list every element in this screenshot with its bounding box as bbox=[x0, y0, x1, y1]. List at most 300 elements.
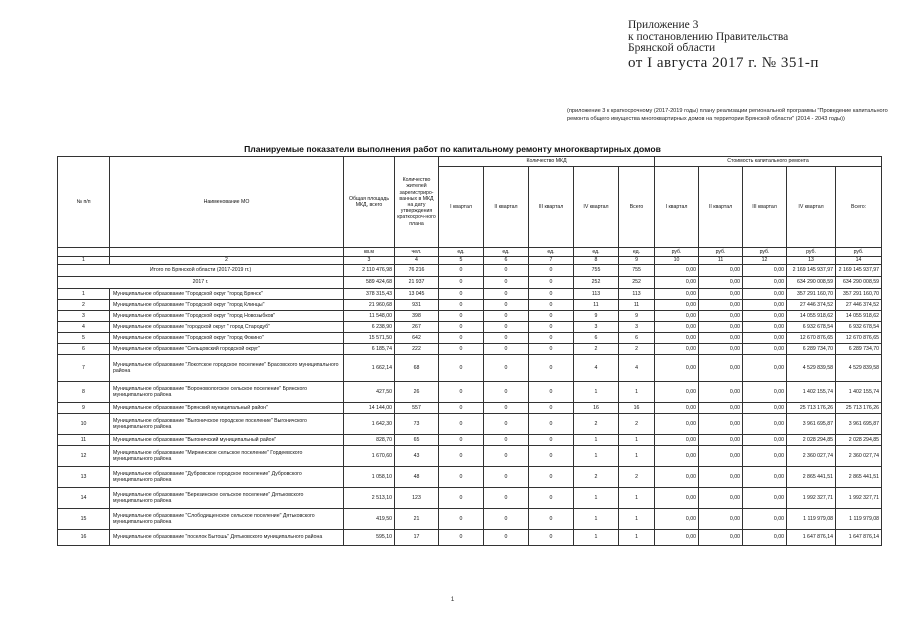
row-q1: 0 bbox=[439, 530, 484, 546]
row-q2: 0 bbox=[484, 382, 529, 403]
row-res: 48 bbox=[395, 467, 439, 488]
row-area: 2 513,10 bbox=[344, 488, 395, 509]
colnum-cell: 2 bbox=[110, 257, 344, 265]
summary-c4: 2 169 145 937,97 bbox=[787, 265, 836, 277]
table-row bbox=[58, 414, 882, 435]
row-q3: 0 bbox=[529, 446, 574, 467]
row-q1: 0 bbox=[439, 322, 484, 333]
unit-cell: руб. bbox=[743, 248, 787, 257]
row-res: 73 bbox=[395, 414, 439, 435]
row-q1: 0 bbox=[439, 446, 484, 467]
summary-res: 21 937 bbox=[395, 277, 439, 289]
header-cost-q2: II квартал bbox=[699, 167, 743, 248]
row-q3: 0 bbox=[529, 333, 574, 344]
row-q2: 0 bbox=[484, 446, 529, 467]
row-q4: 1 bbox=[574, 446, 619, 467]
row-number: 9 bbox=[58, 403, 110, 414]
header-num: № п/п bbox=[58, 157, 110, 248]
colnum-cell: 12 bbox=[743, 257, 787, 265]
row-area: 828,70 bbox=[344, 435, 395, 446]
row-q3: 0 bbox=[529, 300, 574, 311]
row-q2: 0 bbox=[484, 509, 529, 530]
row-q3: 0 bbox=[529, 289, 574, 300]
table-row bbox=[58, 435, 882, 446]
row-c2: 0,00 bbox=[699, 435, 743, 446]
row-q3: 0 bbox=[529, 435, 574, 446]
row-area: 6 238,90 bbox=[344, 322, 395, 333]
row-q3: 0 bbox=[529, 311, 574, 322]
row-c2: 0,00 bbox=[699, 289, 743, 300]
row-q1: 0 bbox=[439, 488, 484, 509]
row-q1: 0 bbox=[439, 311, 484, 322]
table-row bbox=[58, 311, 882, 322]
row-number: 11 bbox=[58, 435, 110, 446]
table-row bbox=[58, 333, 882, 344]
row-area: 378 315,43 bbox=[344, 289, 395, 300]
row-c4: 2 360 027,74 bbox=[787, 446, 836, 467]
row-number: 2 bbox=[58, 300, 110, 311]
row-c1: 0,00 bbox=[655, 488, 699, 509]
row-res: 68 bbox=[395, 355, 439, 382]
row-ctotal: 6 932 678,54 bbox=[836, 322, 882, 333]
unit-cell: руб. bbox=[655, 248, 699, 257]
row-c1: 0,00 bbox=[655, 467, 699, 488]
row-c2: 0,00 bbox=[699, 311, 743, 322]
row-number: 12 bbox=[58, 446, 110, 467]
row-c3: 0,00 bbox=[743, 322, 787, 333]
summary-c1: 0,00 bbox=[655, 277, 699, 289]
row-c3: 0,00 bbox=[743, 530, 787, 546]
row-q4: 4 bbox=[574, 355, 619, 382]
header-mkd-group: Количество МКД bbox=[439, 157, 655, 167]
unit-cell: руб. bbox=[836, 248, 882, 257]
row-ctotal: 1 647 876,14 bbox=[836, 530, 882, 546]
colnum-cell: 10 bbox=[655, 257, 699, 265]
row-q3: 0 bbox=[529, 530, 574, 546]
unit-cell: руб. bbox=[787, 248, 836, 257]
row-c3: 0,00 bbox=[743, 333, 787, 344]
row-area: 1 642,30 bbox=[344, 414, 395, 435]
summary-total: 755 bbox=[619, 265, 655, 277]
summary-c3: 0,00 bbox=[743, 265, 787, 277]
row-q3: 0 bbox=[529, 322, 574, 333]
table-row bbox=[58, 322, 882, 333]
colnum-cell: 9 bbox=[619, 257, 655, 265]
row-q2: 0 bbox=[484, 488, 529, 509]
row-q4: 2 bbox=[574, 414, 619, 435]
header-line-3: Брянской области bbox=[628, 42, 716, 54]
table-row bbox=[58, 467, 882, 488]
municipality-name: Муниципальное образование "Выгоничский муниципальный район" bbox=[110, 435, 344, 446]
row-c3: 0,00 bbox=[743, 467, 787, 488]
row-q2: 0 bbox=[484, 300, 529, 311]
row-c2: 0,00 bbox=[699, 446, 743, 467]
row-c4: 25 713 176,26 bbox=[787, 403, 836, 414]
row-c3: 0,00 bbox=[743, 509, 787, 530]
row-total: 1 bbox=[619, 530, 655, 546]
row-c4: 12 670 876,65 bbox=[787, 333, 836, 344]
row-res: 65 bbox=[395, 435, 439, 446]
row-area: 419,50 bbox=[344, 509, 395, 530]
header-mkd-q1: I квартал bbox=[439, 167, 484, 248]
municipality-name: Муниципальное образование "Слободищенское сельское поселение" Дятьковского муниципального района bbox=[110, 509, 344, 530]
header-cost-q4: IV квартал bbox=[787, 167, 836, 248]
municipality-name: Муниципальное образование "Березинское сельское поселение" Дятьковского муниципального района bbox=[110, 488, 344, 509]
row-number: 6 bbox=[58, 344, 110, 355]
row-ctotal: 14 055 918,62 bbox=[836, 311, 882, 322]
row-total: 11 bbox=[619, 300, 655, 311]
row-c1: 0,00 bbox=[655, 509, 699, 530]
municipality-name: Муниципальное образование "городской округ " город Стародуб" bbox=[110, 322, 344, 333]
summary-q4: 755 bbox=[574, 265, 619, 277]
row-q2: 0 bbox=[484, 403, 529, 414]
row-q4: 1 bbox=[574, 382, 619, 403]
row-c2: 0,00 bbox=[699, 344, 743, 355]
header-mkd-q3: III квартал bbox=[529, 167, 574, 248]
table-row bbox=[58, 289, 882, 300]
summary-q2: 0 bbox=[484, 265, 529, 277]
header-cost-q1: I квартал bbox=[655, 167, 699, 248]
row-area: 15 571,50 bbox=[344, 333, 395, 344]
row-res: 17 bbox=[395, 530, 439, 546]
summary-q1: 0 bbox=[439, 277, 484, 289]
row-c3: 0,00 bbox=[743, 289, 787, 300]
table-row bbox=[58, 355, 882, 382]
row-res: 13 045 bbox=[395, 289, 439, 300]
row-c3: 0,00 bbox=[743, 344, 787, 355]
row-area: 427,50 bbox=[344, 382, 395, 403]
row-c2: 0,00 bbox=[699, 300, 743, 311]
row-c4: 1 119 979,08 bbox=[787, 509, 836, 530]
row-q1: 0 bbox=[439, 344, 484, 355]
row-q2: 0 bbox=[484, 467, 529, 488]
header-mkd-q2: II квартал bbox=[484, 167, 529, 248]
row-c4: 6 289 734,70 bbox=[787, 344, 836, 355]
colnum-cell: 14 bbox=[836, 257, 882, 265]
row-total: 1 bbox=[619, 488, 655, 509]
table-title: Планируемые показатели выполнения работ по капитальному ремонту многоквартирных домов bbox=[244, 144, 661, 154]
row-q3: 0 bbox=[529, 467, 574, 488]
row-number: 15 bbox=[58, 509, 110, 530]
row-q3: 0 bbox=[529, 488, 574, 509]
unit-cell: кв.м bbox=[344, 248, 395, 257]
row-q1: 0 bbox=[439, 467, 484, 488]
header-mkd-total: Всего bbox=[619, 167, 655, 248]
summary-row bbox=[58, 265, 882, 277]
row-c3: 0,00 bbox=[743, 355, 787, 382]
table-row bbox=[58, 300, 882, 311]
table-row bbox=[58, 382, 882, 403]
row-q3: 0 bbox=[529, 344, 574, 355]
row-q4: 3 bbox=[574, 322, 619, 333]
row-total: 4 bbox=[619, 355, 655, 382]
row-total: 16 bbox=[619, 403, 655, 414]
row-c2: 0,00 bbox=[699, 509, 743, 530]
row-c2: 0,00 bbox=[699, 355, 743, 382]
row-area: 11 548,00 bbox=[344, 311, 395, 322]
row-c1: 0,00 bbox=[655, 530, 699, 546]
annex-note: (приложение 3 к краткосрочному (2017-2019 годы) плану реализации региональной программы "Проведение капитального ремонта общего имущества многоквартирных домов на территории Брянской области" (2014 - 2043 годы)) bbox=[567, 108, 888, 122]
colnum-cell: 3 bbox=[344, 257, 395, 265]
row-total: 1 bbox=[619, 382, 655, 403]
summary-c4: 634 290 008,59 bbox=[787, 277, 836, 289]
header-name: Наименование МО bbox=[110, 157, 344, 248]
colnum-cell: 4 bbox=[395, 257, 439, 265]
row-total: 2 bbox=[619, 344, 655, 355]
row-c4: 1 992 327,71 bbox=[787, 488, 836, 509]
header-cost-total: Всего: bbox=[836, 167, 882, 248]
row-c3: 0,00 bbox=[743, 300, 787, 311]
municipality-name: Муниципальное образование "Локотское городское поселение" Брасовского муниципального района bbox=[110, 355, 344, 382]
row-total: 1 bbox=[619, 509, 655, 530]
header-residents: Количество жителей зарегистриро-ванных в МКД на дату утверждения краткосроч-ного плана bbox=[395, 157, 439, 248]
row-ctotal: 2 865 441,51 bbox=[836, 467, 882, 488]
row-total: 3 bbox=[619, 322, 655, 333]
row-area: 14 144,00 bbox=[344, 403, 395, 414]
row-q1: 0 bbox=[439, 435, 484, 446]
row-ctotal: 25 713 176,26 bbox=[836, 403, 882, 414]
row-c3: 0,00 bbox=[743, 403, 787, 414]
row-c1: 0,00 bbox=[655, 300, 699, 311]
row-res: 642 bbox=[395, 333, 439, 344]
row-ctotal: 4 529 839,58 bbox=[836, 355, 882, 382]
row-c1: 0,00 bbox=[655, 333, 699, 344]
row-number: 3 bbox=[58, 311, 110, 322]
summary-c2: 0,00 bbox=[699, 265, 743, 277]
row-q2: 0 bbox=[484, 344, 529, 355]
row-c1: 0,00 bbox=[655, 435, 699, 446]
unit-cell: ед. bbox=[529, 248, 574, 257]
row-res: 931 bbox=[395, 300, 439, 311]
row-q4: 113 bbox=[574, 289, 619, 300]
row-q2: 0 bbox=[484, 322, 529, 333]
row-number: 14 bbox=[58, 488, 110, 509]
header-line-1: Приложение 3 bbox=[628, 19, 699, 31]
summary-area: 589 424,68 bbox=[344, 277, 395, 289]
row-q4: 1 bbox=[574, 435, 619, 446]
municipality-name: Муниципальное образование "Городской округ "город Брянск" bbox=[110, 289, 344, 300]
row-q2: 0 bbox=[484, 355, 529, 382]
row-q2: 0 bbox=[484, 333, 529, 344]
municipality-name: Муниципальное образование "Выгоничское городское поселение" Выгоничского муниципального района bbox=[110, 414, 344, 435]
row-q4: 9 bbox=[574, 311, 619, 322]
row-res: 398 bbox=[395, 311, 439, 322]
row-area: 1 662,14 bbox=[344, 355, 395, 382]
row-total: 9 bbox=[619, 311, 655, 322]
row-q3: 0 bbox=[529, 509, 574, 530]
row-q2: 0 bbox=[484, 530, 529, 546]
units-blank bbox=[110, 248, 344, 257]
row-q2: 0 bbox=[484, 414, 529, 435]
row-c1: 0,00 bbox=[655, 355, 699, 382]
unit-cell: ед. bbox=[439, 248, 484, 257]
row-q1: 0 bbox=[439, 300, 484, 311]
row-q4: 16 bbox=[574, 403, 619, 414]
header-area: Общая площадь МКД, всего bbox=[344, 157, 395, 248]
row-number: 7 bbox=[58, 355, 110, 382]
row-c3: 0,00 bbox=[743, 435, 787, 446]
unit-cell: ед. bbox=[484, 248, 529, 257]
row-ctotal: 1 119 979,08 bbox=[836, 509, 882, 530]
row-q4: 2 bbox=[574, 344, 619, 355]
row-ctotal: 3 961 695,87 bbox=[836, 414, 882, 435]
row-q1: 0 bbox=[439, 509, 484, 530]
summary-q1: 0 bbox=[439, 265, 484, 277]
row-q3: 0 bbox=[529, 382, 574, 403]
row-total: 1 bbox=[619, 446, 655, 467]
colnum-cell: 13 bbox=[787, 257, 836, 265]
row-ctotal: 2 028 294,85 bbox=[836, 435, 882, 446]
colnum-cell: 7 bbox=[529, 257, 574, 265]
summary-c3: 0,00 bbox=[743, 277, 787, 289]
row-total: 1 bbox=[619, 435, 655, 446]
row-q1: 0 bbox=[439, 403, 484, 414]
row-area: 6 185,74 bbox=[344, 344, 395, 355]
row-number: 8 bbox=[58, 382, 110, 403]
row-c4: 357 291 160,70 bbox=[787, 289, 836, 300]
municipality-name: Муниципальное образование "Городской округ "город Фокино" bbox=[110, 333, 344, 344]
row-c1: 0,00 bbox=[655, 311, 699, 322]
colnum-cell: 6 bbox=[484, 257, 529, 265]
row-number: 16 bbox=[58, 530, 110, 546]
summary-q2: 0 bbox=[484, 277, 529, 289]
header-mkd-q4: IV квартал bbox=[574, 167, 619, 248]
row-q2: 0 bbox=[484, 311, 529, 322]
row-number: 5 bbox=[58, 333, 110, 344]
row-q1: 0 bbox=[439, 382, 484, 403]
row-q1: 0 bbox=[439, 414, 484, 435]
row-c1: 0,00 bbox=[655, 344, 699, 355]
colnum-cell: 5 bbox=[439, 257, 484, 265]
row-c4: 4 529 839,58 bbox=[787, 355, 836, 382]
table-row bbox=[58, 509, 882, 530]
row-c4: 3 961 695,87 bbox=[787, 414, 836, 435]
row-c4: 1 647 876,14 bbox=[787, 530, 836, 546]
table-row bbox=[58, 403, 882, 414]
colnum-cell: 11 bbox=[699, 257, 743, 265]
row-res: 26 bbox=[395, 382, 439, 403]
row-number: 4 bbox=[58, 322, 110, 333]
row-number: 10 bbox=[58, 414, 110, 435]
row-q1: 0 bbox=[439, 333, 484, 344]
row-c3: 0,00 bbox=[743, 488, 787, 509]
row-c4: 14 055 918,62 bbox=[787, 311, 836, 322]
row-c2: 0,00 bbox=[699, 530, 743, 546]
row-q4: 1 bbox=[574, 488, 619, 509]
municipality-name: Муниципальное образование "Городской округ "город Новозыбков" bbox=[110, 311, 344, 322]
row-total: 2 bbox=[619, 414, 655, 435]
row-q4: 11 bbox=[574, 300, 619, 311]
row-ctotal: 1 992 327,71 bbox=[836, 488, 882, 509]
row-q4: 1 bbox=[574, 509, 619, 530]
row-res: 222 bbox=[395, 344, 439, 355]
row-c4: 2 865 441,51 bbox=[787, 467, 836, 488]
row-area: 595,10 bbox=[344, 530, 395, 546]
row-c3: 0,00 bbox=[743, 446, 787, 467]
header-line-4: от I августа 2017 г. № 351-п bbox=[628, 54, 819, 71]
header-cost-q3: III квартал bbox=[743, 167, 787, 248]
summary-ctotal: 2 169 145 937,97 bbox=[836, 265, 882, 277]
row-q1: 0 bbox=[439, 289, 484, 300]
row-ctotal: 12 670 876,65 bbox=[836, 333, 882, 344]
summary-label: Итого по Брянской области (2017-2019 гг.) bbox=[58, 265, 344, 277]
summary-row bbox=[58, 277, 882, 289]
row-res: 267 bbox=[395, 322, 439, 333]
municipality-name: Муниципальное образование "Городской округ "город Клинцы" bbox=[110, 300, 344, 311]
row-c2: 0,00 bbox=[699, 403, 743, 414]
table-row bbox=[58, 344, 882, 355]
summary-res: 76 216 bbox=[395, 265, 439, 277]
row-ctotal: 357 291 160,70 bbox=[836, 289, 882, 300]
row-number: 1 bbox=[58, 289, 110, 300]
page-number: 1 bbox=[450, 596, 455, 603]
summary-q4: 252 bbox=[574, 277, 619, 289]
row-q3: 0 bbox=[529, 414, 574, 435]
row-c3: 0,00 bbox=[743, 311, 787, 322]
row-area: 21 960,68 bbox=[344, 300, 395, 311]
colnum-cell: 1 bbox=[58, 257, 110, 265]
row-number: 13 bbox=[58, 467, 110, 488]
row-ctotal: 2 360 027,74 bbox=[836, 446, 882, 467]
row-area: 1 058,10 bbox=[344, 467, 395, 488]
row-ctotal: 27 446 374,52 bbox=[836, 300, 882, 311]
row-res: 21 bbox=[395, 509, 439, 530]
unit-cell: ед. bbox=[619, 248, 655, 257]
table-row bbox=[58, 488, 882, 509]
colnum-cell: 8 bbox=[574, 257, 619, 265]
summary-c2: 0,00 bbox=[699, 277, 743, 289]
row-q4: 1 bbox=[574, 530, 619, 546]
document-header bbox=[628, 20, 819, 72]
municipality-name: Муниципальное образование "Вороновологское сельское поселение" Брянского муниципального района bbox=[110, 382, 344, 403]
municipality-name: Муниципальное образование "Мирнинское сельское поселение" Гордеевского муниципального района bbox=[110, 446, 344, 467]
row-q2: 0 bbox=[484, 289, 529, 300]
row-c2: 0,00 bbox=[699, 488, 743, 509]
row-c1: 0,00 bbox=[655, 414, 699, 435]
row-c1: 0,00 bbox=[655, 289, 699, 300]
row-total: 2 bbox=[619, 467, 655, 488]
header-cost-group: Стоимость капитального ремонта bbox=[655, 157, 882, 167]
municipality-name: Муниципальное образование "Брянский муниципальный район" bbox=[110, 403, 344, 414]
row-c1: 0,00 bbox=[655, 382, 699, 403]
row-q4: 2 bbox=[574, 467, 619, 488]
summary-q3: 0 bbox=[529, 265, 574, 277]
summary-c1: 0,00 bbox=[655, 265, 699, 277]
row-q2: 0 bbox=[484, 435, 529, 446]
row-c1: 0,00 bbox=[655, 446, 699, 467]
row-q3: 0 bbox=[529, 355, 574, 382]
row-c2: 0,00 bbox=[699, 467, 743, 488]
row-c4: 6 932 678,54 bbox=[787, 322, 836, 333]
unit-cell: чел. bbox=[395, 248, 439, 257]
row-c3: 0,00 bbox=[743, 414, 787, 435]
row-c4: 1 402 155,74 bbox=[787, 382, 836, 403]
table-row bbox=[58, 530, 882, 546]
row-res: 557 bbox=[395, 403, 439, 414]
row-c1: 0,00 bbox=[655, 322, 699, 333]
unit-cell: ед. bbox=[574, 248, 619, 257]
row-ctotal: 6 289 734,70 bbox=[836, 344, 882, 355]
row-res: 43 bbox=[395, 446, 439, 467]
row-total: 6 bbox=[619, 333, 655, 344]
summary-area: 2 110 476,98 bbox=[344, 265, 395, 277]
row-area: 1 670,60 bbox=[344, 446, 395, 467]
table-row bbox=[58, 446, 882, 467]
units-blank bbox=[58, 248, 110, 257]
municipality-name: Муниципальное образование "Дубровское городское поселение" Дубровского муниципального района bbox=[110, 467, 344, 488]
summary-ctotal: 634 290 008,59 bbox=[836, 277, 882, 289]
summary-q3: 0 bbox=[529, 277, 574, 289]
